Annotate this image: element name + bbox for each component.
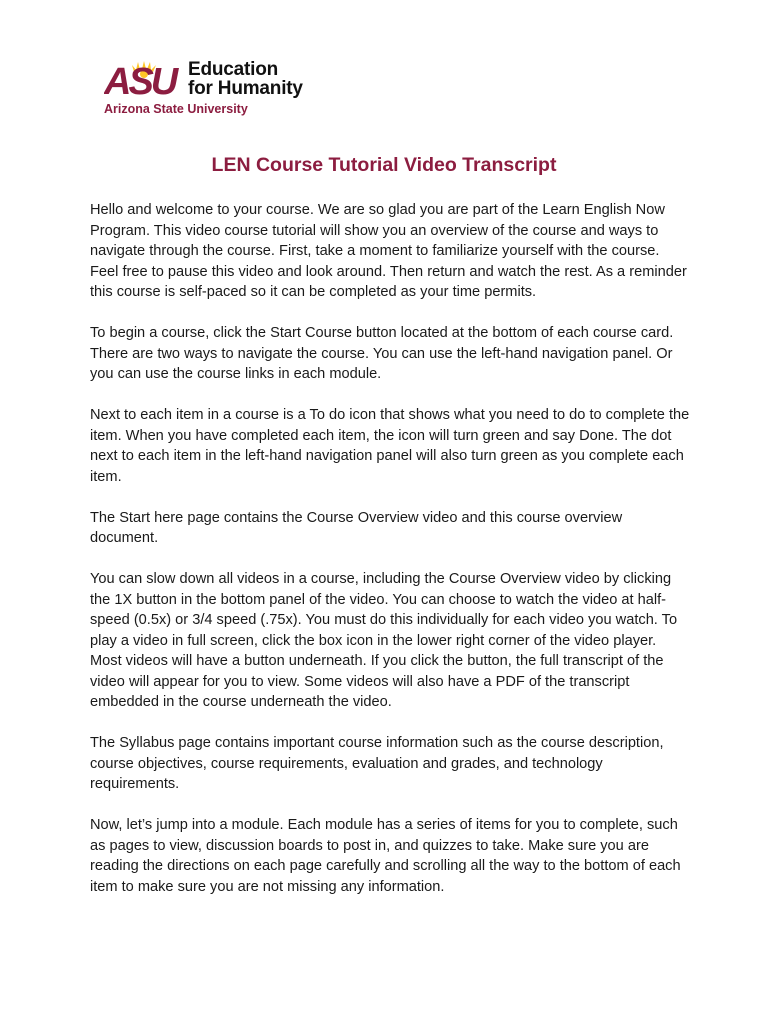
paragraph-begin-course: To begin a course, click the Start Course button located at the bottom of each course card. There are two ways to navigate the course. You can use the left-hand navigation panel. Or you can use the course links in each module. [90,325,674,382]
document-title: LEN Course Tutorial Video Transcript [211,154,557,176]
paragraph-syllabus: The Syllabus page contains important course information such as the course description, course objectives, course requirements, evaluation and grades, and technology requirements. [90,735,664,792]
paragraph-todo-icon: Next to each item in a course is a To do icon that shows what you need to do to complete the item. When you have completed each item, the icon will turn green and say Done. The dot next to each item in the left-hand navigation panel will also turn green as you complete each item. [90,407,690,485]
paragraph-start-here: The Start here page contains the Course Overview video and this course overview document. [90,509,623,546]
university-name: Arizona State University [104,102,248,116]
asu-logo [104,60,344,120]
paragraph-video-speed: You can slow down all videos in a course, including the Course Overview video by clicking the 1X button in the bottom panel of the video. You can choose to watch the video at half-speed (0.5x) or 3/4 speed (.75x). You must do this individually for each video you watch. To play a video in full screen, click the box icon in the lower right corner of the video player. Most videos will have a button underneath. If you click the button, the full transcript of the video will appear for you to view. Some videos will also have a PDF of the transcript embedded in the course underneath the video. [90,571,678,710]
paragraph-module: Now, let’s jump into a module. Each module has a series of items for you to complete, such as pages to view, discussion boards to post in, and quizzes to take. Make sure you are reading the directions on each page carefully and scrolling all the way to the bottom of each item to make sure you are not missing any information. [90,817,681,895]
document-body [90,200,690,918]
asu-logo-mark [104,60,184,98]
paragraph-welcome: Hello and welcome to your course. We are so glad you are part of the Learn English Now Program. This video course tutorial will show you an overview of the course and ways to navigate through the course. First, take a moment to familiarize yourself with the course. Feel free to pause this video and look around. Then return and watch the rest. As a reminder this course is self-paced so it can be completed as your time permits. [90,202,687,300]
asu-logo-letters: ASU [104,61,176,98]
logo-tagline: Education for Humanity [188,59,303,99]
